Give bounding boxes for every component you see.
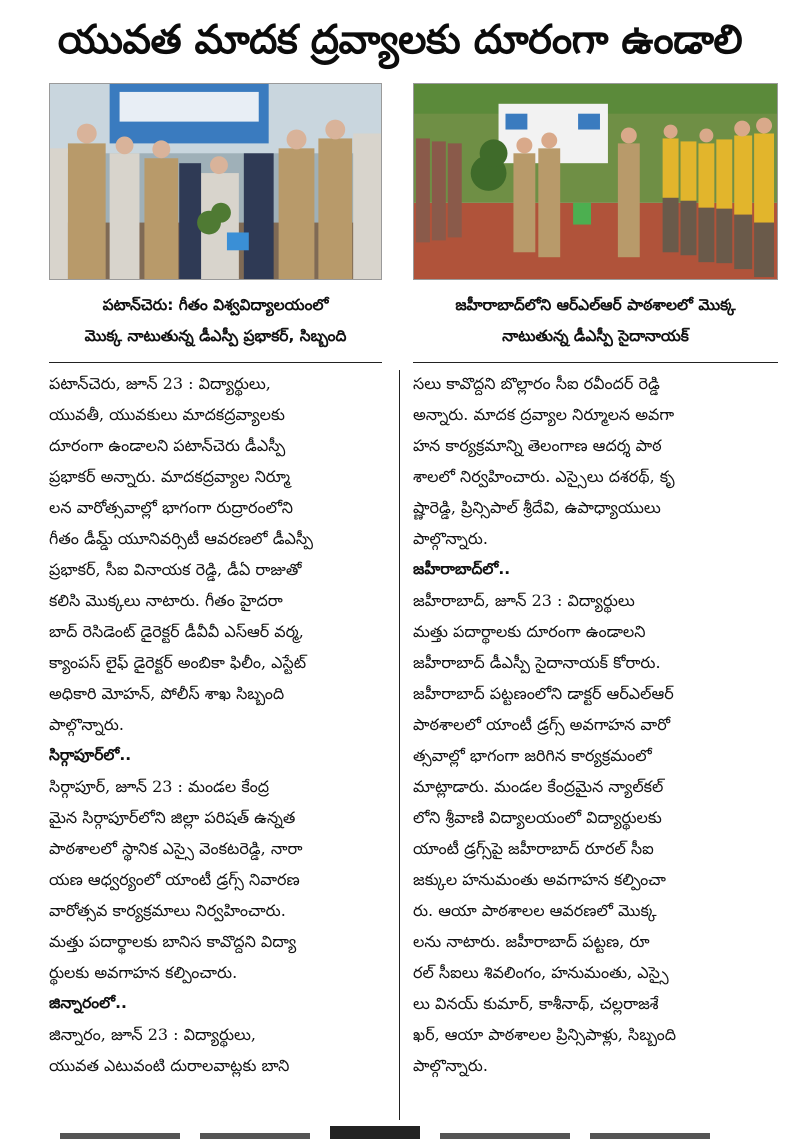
- next-article-cut-edge: [0, 1124, 800, 1139]
- body-line: త్సవాల్లో భాగంగా జరిగిన కార్యక్రమంలో: [413, 746, 652, 765]
- body-line: జిన్నారం, జూన్ 23 : విద్యార్థులు,: [49, 1025, 256, 1044]
- body-line: బాద్ రెసిడెంట్ డైరెక్టర్ డీవీవీ ఎస్‌ఆర్ వర్మ,: [49, 622, 304, 641]
- body-line: రు. ఆయా పాఠశాలల ఆవరణలో మొక్క: [413, 901, 657, 920]
- photo-geetham-plantation: [49, 83, 382, 280]
- body-line: క్యాంపస్ లైఫ్ డైరెక్టర్ అంబికా ఫిలీం, ఎస్టేట్: [49, 653, 307, 672]
- body-line: ఖర్, ఆయా పాఠశాలల ప్రిన్సిపాళ్లు, సిబ్బంది: [413, 1025, 677, 1044]
- caption-line: నాటుతున్న డీఎస్పీ సైదానాయక్: [502, 327, 689, 345]
- body-line: జహీరాబాద్ పట్టణంలోని డాక్టర్ ఆర్‌ఎల్‌ఆర్: [413, 684, 674, 703]
- body-line: పాల్గొన్నారు.: [413, 529, 488, 548]
- body-line: అన్నారు. మాదక ద్రవ్యాల నిర్మూలన అవగా: [413, 405, 675, 424]
- body-line: జహీరాబాద్, జూన్ 23 : విద్యార్థులు: [413, 591, 635, 610]
- body-line: రల్ సీఐలు శివలింగం, హనుమంతు, ఎస్సై: [413, 963, 669, 982]
- body-line: కలిసి మొక్కలు నాటారు. గీతం హైదరా: [49, 591, 283, 610]
- photo-caption-left: [49, 290, 382, 358]
- body-line: ప్రభాకర్ అన్నారు. మాదకద్రవ్యాల నిర్మూ: [49, 467, 291, 486]
- body-line: పటాన్‌చెరు, జూన్ 23 : విద్యార్థులు,: [49, 374, 271, 393]
- caption-divider-left: [49, 362, 382, 363]
- caption-line: జహీరాబాద్‌లోని ఆర్‌ఎల్‌ఆర్ పాఠశాలలో మొక్క: [455, 296, 736, 314]
- body-line: గీతం డీమ్డ్ యూనివర్సిటీ ఆవరణలో డీఎస్పీ: [49, 529, 313, 548]
- body-line: పాల్గొన్నారు.: [49, 715, 124, 734]
- photo-caption-right: [413, 290, 778, 358]
- caption-line: పటాన్‌చెరు: గీతం విశ్వవిద్యాలయంలో: [102, 296, 329, 314]
- article-body-left-column: [49, 368, 389, 1120]
- body-line: మత్తు పదార్థాలకు దూరంగా ఉండాలని: [413, 622, 646, 641]
- photo-right-image: [414, 84, 777, 279]
- body-line: వారోత్సవ కార్యక్రమాలు నిర్వహించారు.: [49, 901, 286, 920]
- body-line: జహీరాబాద్ డీఎస్పీ సైదానాయక్ కోరారు.: [413, 653, 661, 672]
- body-line: ప్రభాకర్, సీఐ వినాయక రెడ్డి, డీఏ రాజుతో: [49, 560, 302, 579]
- body-line: పాఠశాలలో స్థానిక ఎస్సై వెంకటరెడ్డి, నారా: [49, 839, 303, 858]
- article-body-right-column: [413, 368, 778, 1120]
- body-line: ర్థులకు అవగాహన కల్పించారు.: [49, 963, 238, 982]
- body-line: శాలలో నిర్వహించారు. ఎస్సైలు దశరథ్, కృ: [413, 467, 675, 486]
- body-line: యువత ఎటువంటి దురాలవాట్లకు బాని: [49, 1056, 290, 1075]
- subhead-jinnaram: జిన్నారంలో..: [49, 994, 127, 1012]
- caption-line: మొక్క నాటుతున్న డీఎస్పీ ప్రభాకర్, సిబ్బంది: [84, 327, 347, 345]
- body-line: యాంటీ డ్రగ్స్‌పై జహీరాబాద్ రూరల్ సీఐ: [413, 839, 654, 858]
- body-line: మత్తు పదార్థాలకు బానిస కావొద్దని విద్యా: [49, 932, 297, 951]
- body-line: లోని శ్రీవాణి విద్యాలయంలో విద్యార్థులకు: [413, 808, 662, 827]
- body-line: యణ ఆధ్వర్యంలో యాంటీ డ్రగ్స్ నివారణ: [49, 870, 300, 889]
- body-line: పాల్గొన్నారు.: [413, 1056, 488, 1075]
- body-line: దూరంగా ఉండాలని పటాన్‌చెరు డీఎస్పీ: [49, 436, 286, 455]
- article-headline: యువత మాదక ద్రవ్యాలకు దూరంగా ఉండాలి: [57, 17, 743, 63]
- column-divider: [399, 370, 400, 1120]
- body-line: హన కార్యక్రమాన్ని తెలంగాణ ఆదర్శ పాఠ: [413, 436, 662, 455]
- body-line: సలు కావొద్దని బొల్లారం సీఐ రవీందర్ రెడ్డి: [413, 374, 660, 393]
- body-line: జక్కుల హనుమంతు అవగాహన కల్పించా: [413, 870, 666, 889]
- subhead-zaheerabad: జహీరాబాద్‌లో..: [413, 560, 511, 578]
- body-line: ష్ణారెడ్డి, ప్రిన్సిపాల్ శ్రీదేవి, ఉపాధ్యాయులు: [413, 498, 661, 517]
- body-line: మైన సిర్గాపూర్‌లోని జిల్లా పరిషత్ ఉన్నత: [49, 808, 296, 827]
- body-line: లన వారోత్సవాల్లో భాగంగా రుద్రారంలోని: [49, 498, 293, 517]
- body-line: సిర్గాపూర్, జూన్ 23 : మండల కేంద్ర: [49, 777, 270, 796]
- photo-left-image: [50, 84, 381, 279]
- body-line: మాట్లాడారు. మండల కేంద్రమైన న్యాల్‌కల్: [413, 777, 664, 796]
- photo-rlr-school-plantation: [413, 83, 778, 280]
- body-line: అధికారి మోహన్, పోలీస్ శాఖ సిబ్బంది: [49, 684, 285, 703]
- subhead-sirgapur: సిర్గాపూర్‌లో..: [49, 746, 132, 764]
- body-line: లను నాటారు. జహీరాబాద్ పట్టణ, రూ: [413, 932, 650, 951]
- body-line: పాఠశాలలో యాంటీ డ్రగ్స్ అవగాహన వారో: [413, 715, 671, 734]
- caption-divider-right: [413, 362, 778, 363]
- body-line: యువతీ, యువకులు మాదకద్రవ్యాలకు: [49, 405, 285, 424]
- body-line: లు వినయ్ కుమార్, కాశీనాథ్, చల్లరాజశే: [413, 994, 659, 1013]
